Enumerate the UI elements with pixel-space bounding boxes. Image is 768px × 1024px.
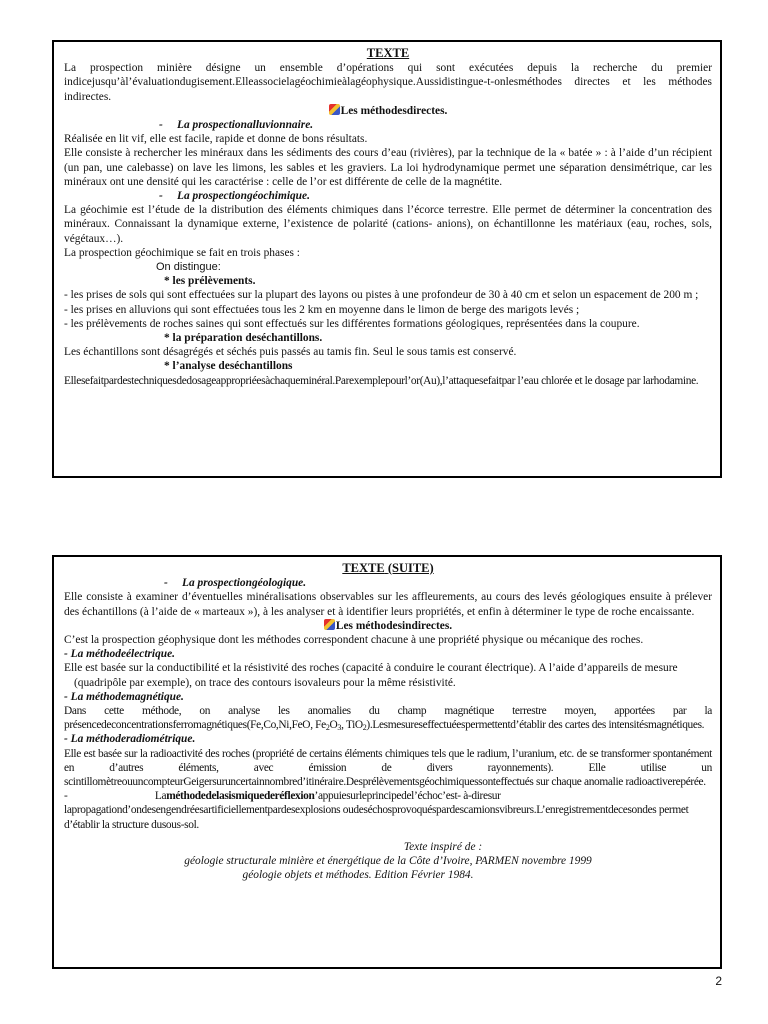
geochimique-p2: La prospection géochimique se fait en trois phases :	[64, 246, 300, 259]
electrique-heading: - La méthodeélectrique.	[64, 648, 176, 661]
magnetique-text-d: ).Lesmesureseffectuéespermettentd’établir des cartes des intensitésmagnétiques.	[366, 719, 705, 732]
sismique-rest: ’appuiesurleprincipedel’échoc’est- à-diresur lapropagationd’ondesengendréesartificiellementpardesexplosions oudeséchosprovoquéspardescamionsvibreurs.L’enregistrementdecesondes permet d’établir la structure dusous-sol.	[64, 790, 689, 831]
analyse-text: Ellesefaitpardestechniquesdedosageappropriéesàchaqueminéral.Parexemplepourl’or(Au),l’attaquesefaitpar l’eau chlorée et le dosage par larhodamine.	[64, 374, 699, 387]
geologique-text: Elle consiste à examiner d’éventuelles minéralisations observables sur les affleurements, au cours des levés géologiques ensuite à prélever des échantillons (à l’aide de « marteaux »), à les analyser et à identifier leurs propriétés, et enfin à déterminer le type de roche encaissante.	[64, 591, 712, 618]
geologique-heading: - La prospectiongéologique.	[164, 577, 307, 590]
magnetique-text-c: , TiO	[341, 719, 363, 732]
methodes-directes-heading	[64, 104, 712, 118]
methodes-indirectes-label: Les méthodesindirectes.	[335, 619, 453, 632]
subscript: 3	[337, 723, 342, 733]
text-box-1	[52, 40, 722, 478]
prelevement-item-2: - les prises en alluvions qui sont effectuées tous les 2 km en moyenne dans le limon de berge des marigots levés ;	[64, 303, 580, 316]
credit-block	[64, 840, 712, 854]
credit-line-1: géologie structurale minière et énergétique de la Côte d’Ivoire, PARMEN novembre 1999	[184, 855, 592, 868]
electrique-text: Elle est basée sur la conductibilité et la résistivité des roches (capacité à conduire le courant électrique). A l’aide d’appareils de mesure (quadripôle par exemple), on trace des contours isovaleurs pour la même résistivité.	[64, 662, 678, 689]
magnetique-text-b: O	[329, 719, 338, 732]
box2-title-main: TEXTE	[342, 561, 385, 575]
alluvionnaire-heading: - La prospectionalluvionnaire.	[159, 119, 314, 132]
on-distingue: On distingue:	[156, 261, 221, 274]
box2-title-suffix: (SUITE)	[387, 561, 434, 575]
prelevement-item-3: - les prélèvements de roches saines qui sont effectués sur les différentes formations géologiques, représentées dans la coupure.	[64, 317, 640, 330]
box1-title: TEXTE	[366, 46, 410, 60]
radiometrique-heading: - La méthoderadiométrique.	[64, 733, 196, 746]
methodes-indirectes-heading	[64, 619, 712, 633]
geochimique-p1: La géochimie est l’étude de la distribution des éléments chimiques dans l’écorce terrestre. Elle permet de déterminer la concentration des minéraux. Connaissant la dynamique externe, l’existence de polarité (cations- anions), on échantillonne les matériaux (eau, roches, sols, végétaux…).	[64, 204, 712, 245]
alluvionnaire-p2: Elle consiste à rechercher les minéraux dans les sédiments des cours d’eau (rivières), par la technique de la « batée » : à l’aide d’un récipient (un pan, une calebasse) on lave les limons, les sables et les graviers. La loi hydrodynamique permet une séparation densimétrique, car les minéraux ont une densité qui les caractérise : celle de l’or est différente de celle de la magnétite.	[64, 147, 712, 188]
radiometrique-text: Elle est basée sur la radioactivité des roches (propriété de certains éléments chimiques tels que le radium, l’uranium, etc. de se transformer spontanément en d’autres éléments, avec émission de divers rayonnements). Elle utilise un scintillomètreouuncompteurGeigersuruncertainnombred’itinéraire.Desprélèvementsgéochimiquessonteffectués sur chaque anomalie radioactiverepérée.	[64, 747, 712, 789]
phase-preparation: * la préparation deséchantillons.	[164, 332, 323, 345]
prelevement-item-1: - les prises de sols qui sont effectuées sur la plupart des layons ou pistes à une profondeur de 30 à 40 cm et selon un espacement de 200 m ;	[64, 289, 699, 302]
flag-icon	[329, 104, 340, 115]
subscript: 2	[362, 723, 367, 733]
magnetique-text-a: Dans cette méthode, on analyse les anomalies du champ magnétique terrestre moyen, apportées par la présencedeconcentrationsferromagnétiques(Fe,Co,Ni,FeO, Fe	[64, 705, 712, 732]
subscript: 2	[325, 723, 330, 733]
credit-line-2: géologie objets et méthodes. Edition Février 1984.	[242, 869, 474, 882]
phase-analyse: * l’analyse deséchantillons	[164, 360, 293, 373]
sismique-text	[64, 789, 712, 832]
geochimique-heading: - La prospectiongéochimique.	[159, 190, 310, 203]
alluvionnaire-p1: Réalisée en lit vif, elle est facile, rapide et donne de bons résultats.	[64, 133, 368, 146]
page-number: 2	[715, 974, 722, 988]
sismique-bold: méthodedelasismiquederéflexion	[166, 790, 315, 803]
magnetique-heading: - La méthodemagnétique.	[64, 690, 184, 703]
indirectes-text: C’est la prospection géophysique dont les méthodes correspondent chacune à une propriété physique ou mécanique des roches.	[64, 634, 644, 647]
sismique-prefix: - La	[64, 790, 167, 803]
box2-title	[64, 561, 712, 575]
preparation-text: Les échantillons sont désagrégés et séchés puis passés au tamis fin. Seul le sous tamis est conservé.	[64, 346, 517, 359]
magnetique-text	[64, 704, 712, 732]
box1-intro: La prospection minière désigne un ensemble d’opérations qui sont exécutées depuis la recherche du premier indicejusqu’àl’évaluationdugisement.Elleassocielagéochimieàlagéophysique.Aussidistingue-t-onlesméthodes directes et les méthodes indirectes.	[64, 62, 712, 103]
text-box-2	[52, 555, 722, 969]
methodes-directes-label: Les méthodesdirectes.	[340, 104, 448, 117]
phase-prelevements: * les prélèvements.	[164, 275, 256, 288]
credit-label: Texte inspiré de :	[403, 840, 483, 853]
flag-icon	[324, 619, 335, 630]
